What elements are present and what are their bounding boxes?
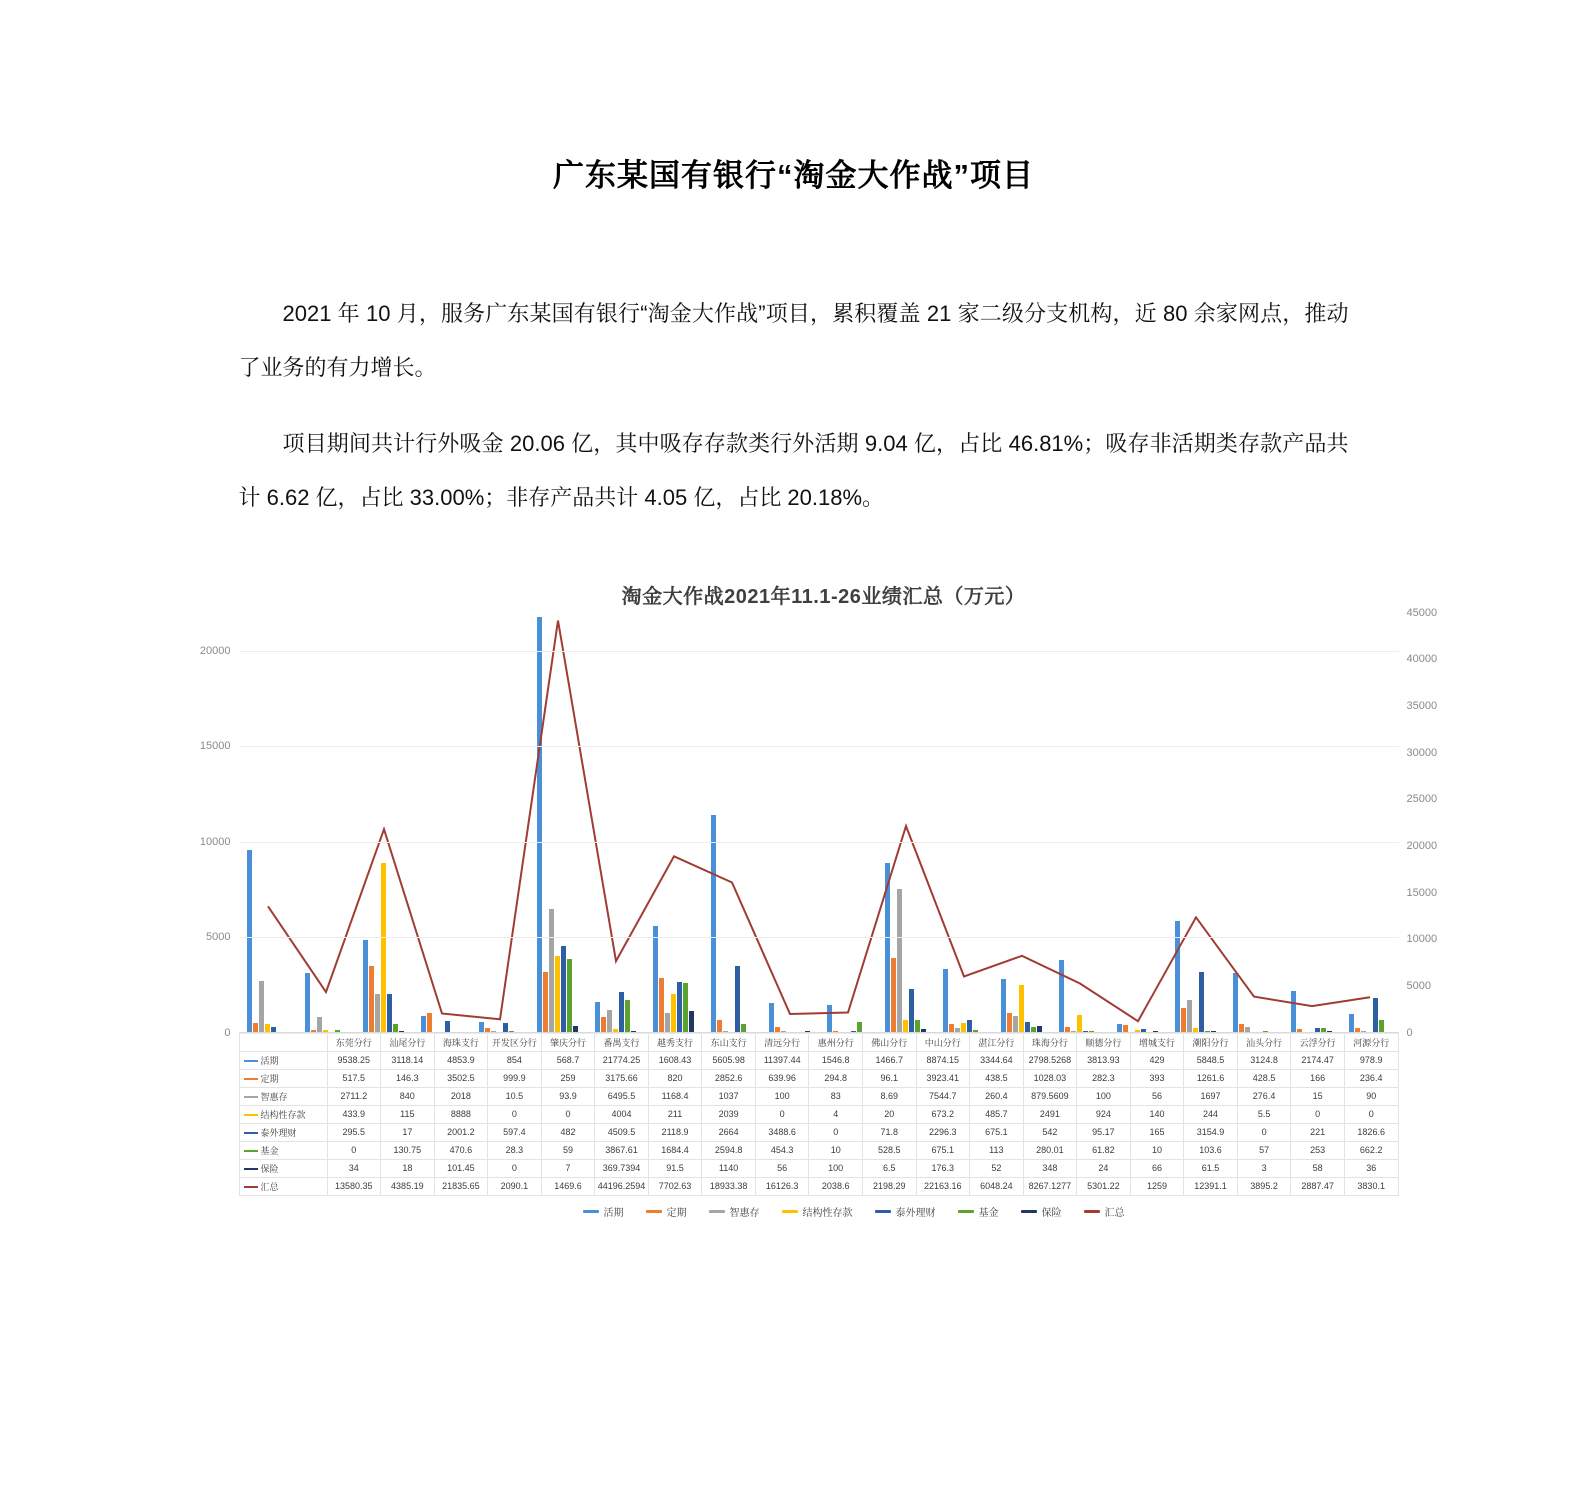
legend-swatch [1021, 1210, 1037, 1213]
table-column-header: 汕头分行 [1237, 1033, 1291, 1051]
table-cell: 56 [1130, 1087, 1184, 1105]
table-cell: 1028.03 [1023, 1069, 1077, 1087]
table-cell: 10 [1130, 1141, 1184, 1159]
table-cell: 639.96 [755, 1069, 809, 1087]
table-column-header: 湛江分行 [970, 1033, 1024, 1051]
table-cell: 52 [970, 1159, 1024, 1177]
legend-swatch [958, 1210, 974, 1213]
table-header-row [239, 1033, 1398, 1051]
chart-gridline [239, 1033, 1399, 1034]
document-body [239, 195, 1349, 525]
table-cell: 7 [541, 1159, 595, 1177]
table-cell: 2118.9 [648, 1123, 702, 1141]
table-cell: 433.9 [327, 1105, 381, 1123]
table-cell: 820 [648, 1069, 702, 1087]
y-axis-left-tick: 10000 [199, 835, 231, 848]
table-cell: 854 [488, 1051, 542, 1069]
table-cell: 3830.1 [1344, 1177, 1398, 1195]
table-cell: 1608.43 [648, 1051, 702, 1069]
table-cell: 6.5 [862, 1159, 916, 1177]
table-cell: 673.2 [916, 1105, 970, 1123]
table-column-header: 增城支行 [1130, 1033, 1184, 1051]
legend-label: 泰外理财 [895, 1207, 936, 1219]
table-cell: 8888 [434, 1105, 488, 1123]
table-cell: 10.5 [488, 1087, 542, 1105]
table-cell: 221 [1291, 1123, 1345, 1141]
chart-gridline [239, 746, 1399, 747]
series-name: 活期 [260, 1055, 279, 1066]
table-cell: 8.69 [862, 1087, 916, 1105]
table-column-header: 河源分行 [1344, 1033, 1398, 1051]
table-cell: 6048.24 [970, 1177, 1024, 1195]
legend-swatch [583, 1210, 599, 1213]
table-cell: 2491 [1023, 1105, 1077, 1123]
table-cell: 280.01 [1023, 1141, 1077, 1159]
series-color-key [244, 1060, 258, 1062]
table-cell: 454.3 [755, 1141, 809, 1159]
series-name: 泰外理财 [260, 1127, 297, 1138]
table-cell: 61.5 [1184, 1159, 1238, 1177]
table-cell: 3502.5 [434, 1069, 488, 1087]
table-cell: 348 [1023, 1159, 1077, 1177]
paragraph-1: 2021 年 10 月，服务广东某国有银行“淘金大作战”项目，累积覆盖 21 家二级分支机构，近 80 余家网点，推动了业务的有力增长。 [238, 301, 1349, 380]
chart-line-layer [239, 613, 1399, 1033]
table-cell: 101.45 [434, 1159, 488, 1177]
table-cell: 91.5 [648, 1159, 702, 1177]
table-row [239, 1069, 1398, 1087]
table-cell: 662.2 [1344, 1141, 1398, 1159]
y-axis-right-tick: 5000 [1406, 979, 1431, 992]
table-cell: 4853.9 [434, 1051, 488, 1069]
table-cell: 24 [1077, 1159, 1131, 1177]
legend-item [709, 1204, 760, 1219]
table-row [239, 1123, 1398, 1141]
table-cell: 0 [1237, 1123, 1291, 1141]
table-cell: 4509.5 [595, 1123, 649, 1141]
table-cell: 0 [327, 1141, 381, 1159]
table-cell: 3867.61 [595, 1141, 649, 1159]
legend-label: 定期 [666, 1207, 687, 1219]
table-row [239, 1141, 1398, 1159]
chart-gridline [239, 842, 1399, 843]
series-color-key [244, 1132, 258, 1134]
table-row [239, 1177, 1398, 1195]
series-color-key [244, 1150, 258, 1152]
legend-label: 保险 [1041, 1207, 1062, 1219]
table-cell: 0 [755, 1105, 809, 1123]
table-column-header: 佛山分行 [862, 1033, 916, 1051]
table-cell: 2887.47 [1291, 1177, 1345, 1195]
table-cell: 7544.7 [916, 1087, 970, 1105]
table-cell: 0 [1291, 1105, 1345, 1123]
table-cell: 485.7 [970, 1105, 1024, 1123]
table-cell: 16126.3 [755, 1177, 809, 1195]
table-cell: 0 [1344, 1105, 1398, 1123]
table-cell: 0 [488, 1159, 542, 1177]
table-cell: 0 [809, 1123, 863, 1141]
table-cell: 11397.44 [755, 1051, 809, 1069]
y-axis-left-tick: 5000 [206, 931, 231, 944]
table-cell: 2798.5268 [1023, 1051, 1077, 1069]
chart-gridline [239, 937, 1399, 938]
table-cell: 18933.38 [702, 1177, 756, 1195]
series-color-key [244, 1078, 258, 1080]
table-row-header [239, 1177, 327, 1195]
table-row [239, 1087, 1398, 1105]
table-cell: 56 [755, 1159, 809, 1177]
table-cell: 2018 [434, 1087, 488, 1105]
y-axis-left-tick: 20000 [199, 644, 231, 657]
series-name: 基金 [260, 1145, 279, 1156]
table-cell: 428.5 [1237, 1069, 1291, 1087]
table-cell: 8874.15 [916, 1051, 970, 1069]
table-cell: 3895.2 [1237, 1177, 1291, 1195]
table-cell: 4004 [595, 1105, 649, 1123]
series-name: 结构性存款 [260, 1109, 306, 1120]
table-row-header [239, 1087, 327, 1105]
table-cell: 95.17 [1077, 1123, 1131, 1141]
table-cell: 1697 [1184, 1087, 1238, 1105]
table-cell: 96.1 [862, 1069, 916, 1087]
legend-item [583, 1204, 624, 1219]
table-cell: 21774.25 [595, 1051, 649, 1069]
table-cell: 100 [809, 1159, 863, 1177]
legend-label: 结构性存款 [802, 1207, 853, 1219]
legend-swatch [709, 1210, 725, 1213]
table-cell: 115 [381, 1105, 435, 1123]
table-cell: 1140 [702, 1159, 756, 1177]
chart-plot-area [199, 606, 1438, 1039]
table-cell: 1466.7 [862, 1051, 916, 1069]
chart-gridline [239, 651, 1399, 652]
table-cell: 2296.3 [916, 1123, 970, 1141]
table-column-header: 珠海分行 [1023, 1033, 1077, 1051]
table-column-header: 东山支行 [702, 1033, 756, 1051]
y-axis-right-tick: 15000 [1406, 886, 1438, 899]
table-column-header: 惠州分行 [809, 1033, 863, 1051]
table-cell: 482 [541, 1123, 595, 1141]
table-row [239, 1159, 1398, 1177]
table-cell: 15 [1291, 1087, 1345, 1105]
table-cell: 66 [1130, 1159, 1184, 1177]
table-cell: 840 [381, 1087, 435, 1105]
table-cell: 18 [381, 1159, 435, 1177]
y-axis-right-tick: 20000 [1406, 839, 1438, 852]
table-cell: 146.3 [381, 1069, 435, 1087]
y-axis-right-tick: 10000 [1406, 933, 1438, 946]
table-cell: 542 [1023, 1123, 1077, 1141]
table-cell: 9538.25 [327, 1051, 381, 1069]
table-cell: 2174.47 [1291, 1051, 1345, 1069]
table-cell: 7702.63 [648, 1177, 702, 1195]
y-axis-right-tick: 35000 [1406, 699, 1438, 712]
table-cell: 1469.6 [541, 1177, 595, 1195]
table-cell: 2090.1 [488, 1177, 542, 1195]
table-cell: 93.9 [541, 1087, 595, 1105]
table-cell: 429 [1130, 1051, 1184, 1069]
table-cell: 244 [1184, 1105, 1238, 1123]
table-cell: 0 [488, 1105, 542, 1123]
legend-item [958, 1204, 999, 1219]
table-column-header: 越秀支行 [648, 1033, 702, 1051]
y-axis-left-tick: 0 [224, 1026, 231, 1039]
table-cell: 2664 [702, 1123, 756, 1141]
y-axis-right-tick: 40000 [1406, 653, 1438, 666]
series-color-key [244, 1168, 258, 1170]
table-cell: 36 [1344, 1159, 1398, 1177]
table-cell: 2001.2 [434, 1123, 488, 1141]
table-cell: 528.5 [862, 1141, 916, 1159]
chart-container [119, 580, 1469, 1229]
table-cell: 470.6 [434, 1141, 488, 1159]
table-cell: 294.8 [809, 1069, 863, 1087]
table-cell: 5848.5 [1184, 1051, 1238, 1069]
table-cell: 369.7394 [595, 1159, 649, 1177]
table-cell: 2594.8 [702, 1141, 756, 1159]
table-cell: 100 [755, 1087, 809, 1105]
legend-swatch [1084, 1210, 1100, 1213]
y-axis-right-tick: 45000 [1406, 606, 1438, 619]
table-cell: 3923.41 [916, 1069, 970, 1087]
table-cell: 21835.65 [434, 1177, 488, 1195]
table-corner-cell [239, 1033, 327, 1051]
table-cell: 675.1 [970, 1123, 1024, 1141]
table-cell: 130.75 [381, 1141, 435, 1159]
chart-data-table [239, 1033, 1399, 1196]
table-column-header: 中山分行 [916, 1033, 970, 1051]
table-row-header [239, 1069, 327, 1087]
table-cell: 59 [541, 1141, 595, 1159]
table-cell: 295.5 [327, 1123, 381, 1141]
legend-item [646, 1204, 687, 1219]
table-cell: 4385.19 [381, 1177, 435, 1195]
legend-label: 汇总 [1104, 1207, 1125, 1219]
table-cell: 22163.16 [916, 1177, 970, 1195]
table-cell: 5301.22 [1077, 1177, 1131, 1195]
table-cell: 3488.6 [755, 1123, 809, 1141]
table-cell: 1546.8 [809, 1051, 863, 1069]
legend-swatch [782, 1210, 798, 1213]
table-cell: 8267.1277 [1023, 1177, 1077, 1195]
table-row-header [239, 1105, 327, 1123]
table-row-header [239, 1159, 327, 1177]
table-cell: 597.4 [488, 1123, 542, 1141]
table-cell: 5.5 [1237, 1105, 1291, 1123]
chart-legend [239, 1204, 1469, 1229]
table-cell: 2711.2 [327, 1087, 381, 1105]
table-column-header: 潮阳分行 [1184, 1033, 1238, 1051]
table-cell: 393 [1130, 1069, 1184, 1087]
table-cell: 34 [327, 1159, 381, 1177]
table-cell: 879.5609 [1023, 1087, 1077, 1105]
table-cell: 3344.64 [970, 1051, 1024, 1069]
legend-label: 基金 [978, 1207, 999, 1219]
table-cell: 276.4 [1237, 1087, 1291, 1105]
legend-item [782, 1204, 853, 1219]
legend-item [875, 1204, 936, 1219]
y-axis-left-tick: 15000 [199, 740, 231, 753]
table-cell: 282.3 [1077, 1069, 1131, 1087]
table-cell: 103.6 [1184, 1141, 1238, 1159]
table-cell: 100 [1077, 1087, 1131, 1105]
series-color-key [244, 1114, 258, 1116]
table-cell: 1168.4 [648, 1087, 702, 1105]
table-cell: 13580.35 [327, 1177, 381, 1195]
table-cell: 20 [862, 1105, 916, 1123]
page-title: 广东某国有银行“淘金大作战”项目 [553, 158, 1034, 193]
table-column-header: 番禺支行 [595, 1033, 649, 1051]
table-column-header: 汕尾分行 [381, 1033, 435, 1051]
legend-item [1084, 1204, 1125, 1219]
table-column-header: 东莞分行 [327, 1033, 381, 1051]
table-cell: 166 [1291, 1069, 1345, 1087]
table-row-header [239, 1141, 327, 1159]
table-cell: 517.5 [327, 1069, 381, 1087]
table-cell: 260.4 [970, 1087, 1024, 1105]
legend-item [1021, 1204, 1062, 1219]
table-cell: 259 [541, 1069, 595, 1087]
table-column-header: 清远分行 [755, 1033, 809, 1051]
table-cell: 3154.9 [1184, 1123, 1238, 1141]
table-cell: 2038.6 [809, 1177, 863, 1195]
table-cell: 12391.1 [1184, 1177, 1238, 1195]
legend-label: 智惠存 [729, 1207, 760, 1219]
series-name: 智惠存 [260, 1091, 288, 1102]
table-cell: 3 [1237, 1159, 1291, 1177]
y-axis-right-tick: 30000 [1406, 746, 1438, 759]
table-cell: 17 [381, 1123, 435, 1141]
series-name: 定期 [260, 1073, 279, 1084]
table-cell: 113 [970, 1141, 1024, 1159]
table-cell: 3175.66 [595, 1069, 649, 1087]
series-name: 汇总 [260, 1181, 279, 1192]
table-cell: 71.8 [862, 1123, 916, 1141]
table-column-header: 肇庆分行 [541, 1033, 595, 1051]
series-name: 保险 [260, 1163, 279, 1174]
paragraph-2: 项目期间共计行外吸金 20.06 亿，其中吸存存款类行外活期 9.04 亿，占比 46.81%；吸存非活期类存款产品共计 6.62 亿，占比 33.00%；非存产品共计 4.05 亿，占比 20.18%。 [238, 430, 1349, 510]
table-cell: 1037 [702, 1087, 756, 1105]
table-cell: 2039 [702, 1105, 756, 1123]
chart-line-total [268, 620, 1370, 1021]
table-cell: 1261.6 [1184, 1069, 1238, 1087]
table-cell: 253 [1291, 1141, 1345, 1159]
table-column-header: 海珠支行 [434, 1033, 488, 1051]
y-axis-right-tick: 25000 [1406, 793, 1438, 806]
table-cell: 3124.8 [1237, 1051, 1291, 1069]
table-cell: 57 [1237, 1141, 1291, 1159]
legend-label: 活期 [603, 1207, 624, 1219]
chart-title: 淘金大作战2021年11.1-26业绩汇总（万元） [621, 585, 1026, 608]
table-cell: 140 [1130, 1105, 1184, 1123]
table-cell: 211 [648, 1105, 702, 1123]
table-cell: 2198.29 [862, 1177, 916, 1195]
table-cell: 675.1 [916, 1141, 970, 1159]
table-row-header [239, 1051, 327, 1069]
legend-swatch [875, 1210, 891, 1213]
table-cell: 568.7 [541, 1051, 595, 1069]
table-cell: 83 [809, 1087, 863, 1105]
table-cell: 176.3 [916, 1159, 970, 1177]
table-column-header: 云浮分行 [1291, 1033, 1345, 1051]
table-cell: 1684.4 [648, 1141, 702, 1159]
table-cell: 236.4 [1344, 1069, 1398, 1087]
table-cell: 90 [1344, 1087, 1398, 1105]
table-cell: 28.3 [488, 1141, 542, 1159]
table-cell: 3118.14 [381, 1051, 435, 1069]
table-cell: 978.9 [1344, 1051, 1398, 1069]
table-cell: 438.5 [970, 1069, 1024, 1087]
table-cell: 999.9 [488, 1069, 542, 1087]
table-cell: 1259 [1130, 1177, 1184, 1195]
table-row [239, 1051, 1398, 1069]
table-cell: 2852.6 [702, 1069, 756, 1087]
table-cell: 6495.5 [595, 1087, 649, 1105]
table-cell: 4 [809, 1105, 863, 1123]
table-cell: 165 [1130, 1123, 1184, 1141]
series-color-key [244, 1186, 258, 1188]
table-cell: 1826.6 [1344, 1123, 1398, 1141]
table-cell: 61.82 [1077, 1141, 1131, 1159]
table-cell: 924 [1077, 1105, 1131, 1123]
table-row-header [239, 1123, 327, 1141]
table-cell: 5605.98 [702, 1051, 756, 1069]
series-color-key [244, 1096, 258, 1098]
table-column-header: 顺德分行 [1077, 1033, 1131, 1051]
table-cell: 44196.2594 [595, 1177, 649, 1195]
table-cell: 3813.93 [1077, 1051, 1131, 1069]
table-cell: 58 [1291, 1159, 1345, 1177]
legend-swatch [646, 1210, 662, 1213]
table-column-header: 开发区分行 [488, 1033, 542, 1051]
table-cell: 10 [809, 1141, 863, 1159]
y-axis-right-tick: 0 [1406, 1026, 1413, 1039]
table-row [239, 1105, 1398, 1123]
table-cell: 0 [541, 1105, 595, 1123]
